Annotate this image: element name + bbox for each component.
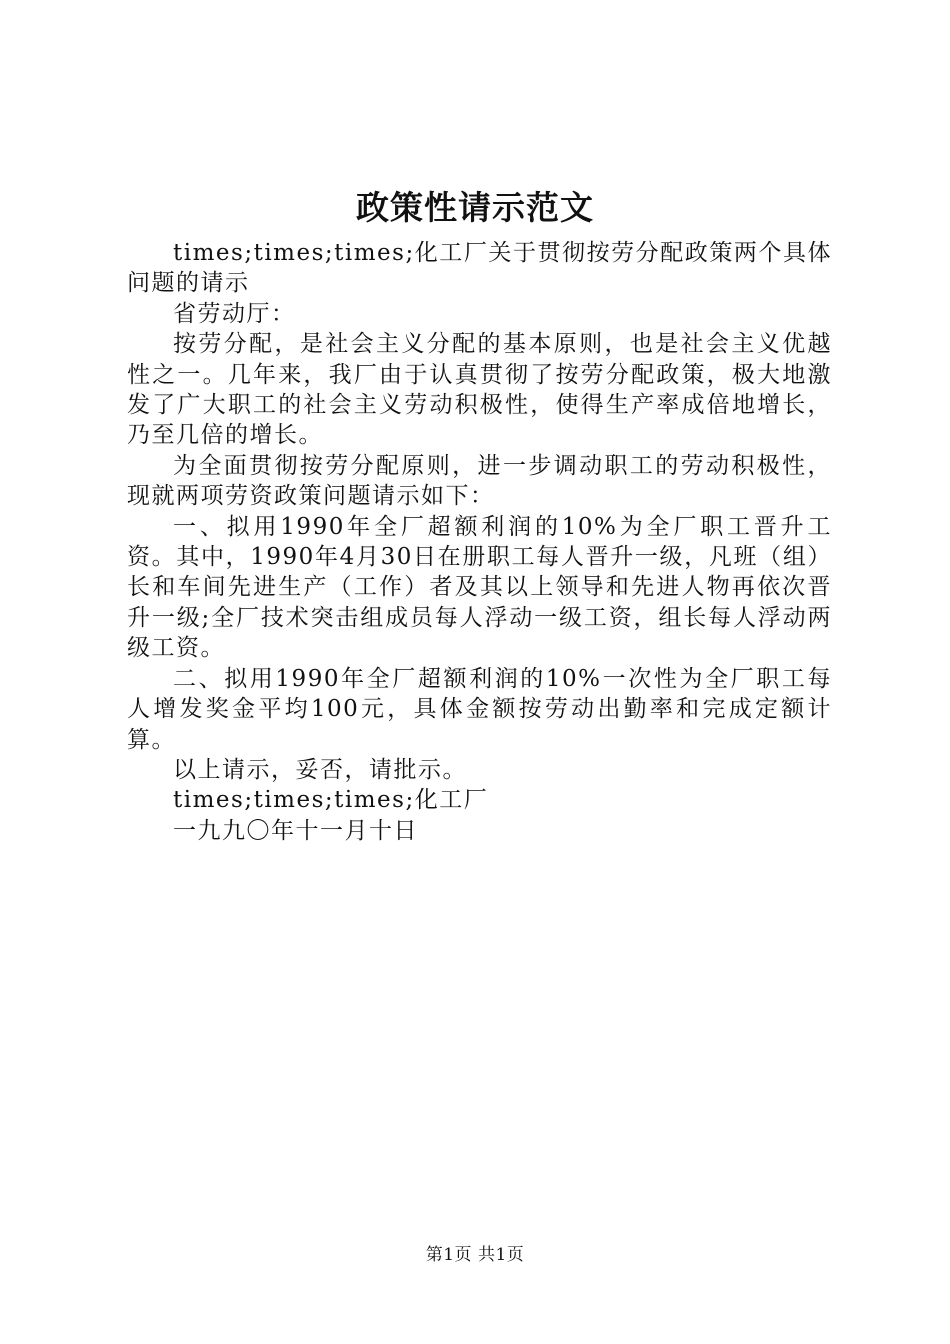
request-heading: times;times;times;化工厂关于贯彻按劳分配政策两个具体问题的请示 <box>127 240 832 297</box>
body-paragraph: 按劳分配，是社会主义分配的基本原则，也是社会主义优越性之一。几年来，我厂由于认真贯彻了按劳分配政策，极大地激发了广大职工的社会主义劳动积极性，使得生产率成倍地增长，乃至几倍的增长。 <box>127 331 832 449</box>
page-footer: 第1页 共1页 <box>425 1245 525 1265</box>
body-paragraph: 为全面贯彻按劳分配原则，进一步调动职工的劳动积极性，现就两项劳资政策问题请示如下： <box>127 452 832 510</box>
document-title: 政策性请示范文 <box>356 188 594 227</box>
body-paragraph: 二、拟用1990年全厂超额利润的10%一次性为全厂职工每人增发奖金平均100元，具体金额按劳动出勤率和完成定额计算。 <box>127 665 832 753</box>
closing-line: 以上请示，妥否，请批示。 <box>173 756 467 783</box>
date-line: 一九九〇年十一月十日 <box>173 817 418 844</box>
document-body <box>127 238 832 846</box>
signature: times;times;times;化工厂 <box>173 787 489 814</box>
body-paragraph: 一、拟用1990年全厂超额利润的10%为全厂职工晋升工资。其中，1990年4月30日在册职工每人晋升一级，凡班（组）长和车间先进生产（工作）者及其以上领导和先进人物再依次晋升一级;全厂技术突击组成员每人浮动一级工资，组长每人浮动两级工资。 <box>127 513 832 662</box>
addressee: 省劳动厅： <box>173 300 296 327</box>
